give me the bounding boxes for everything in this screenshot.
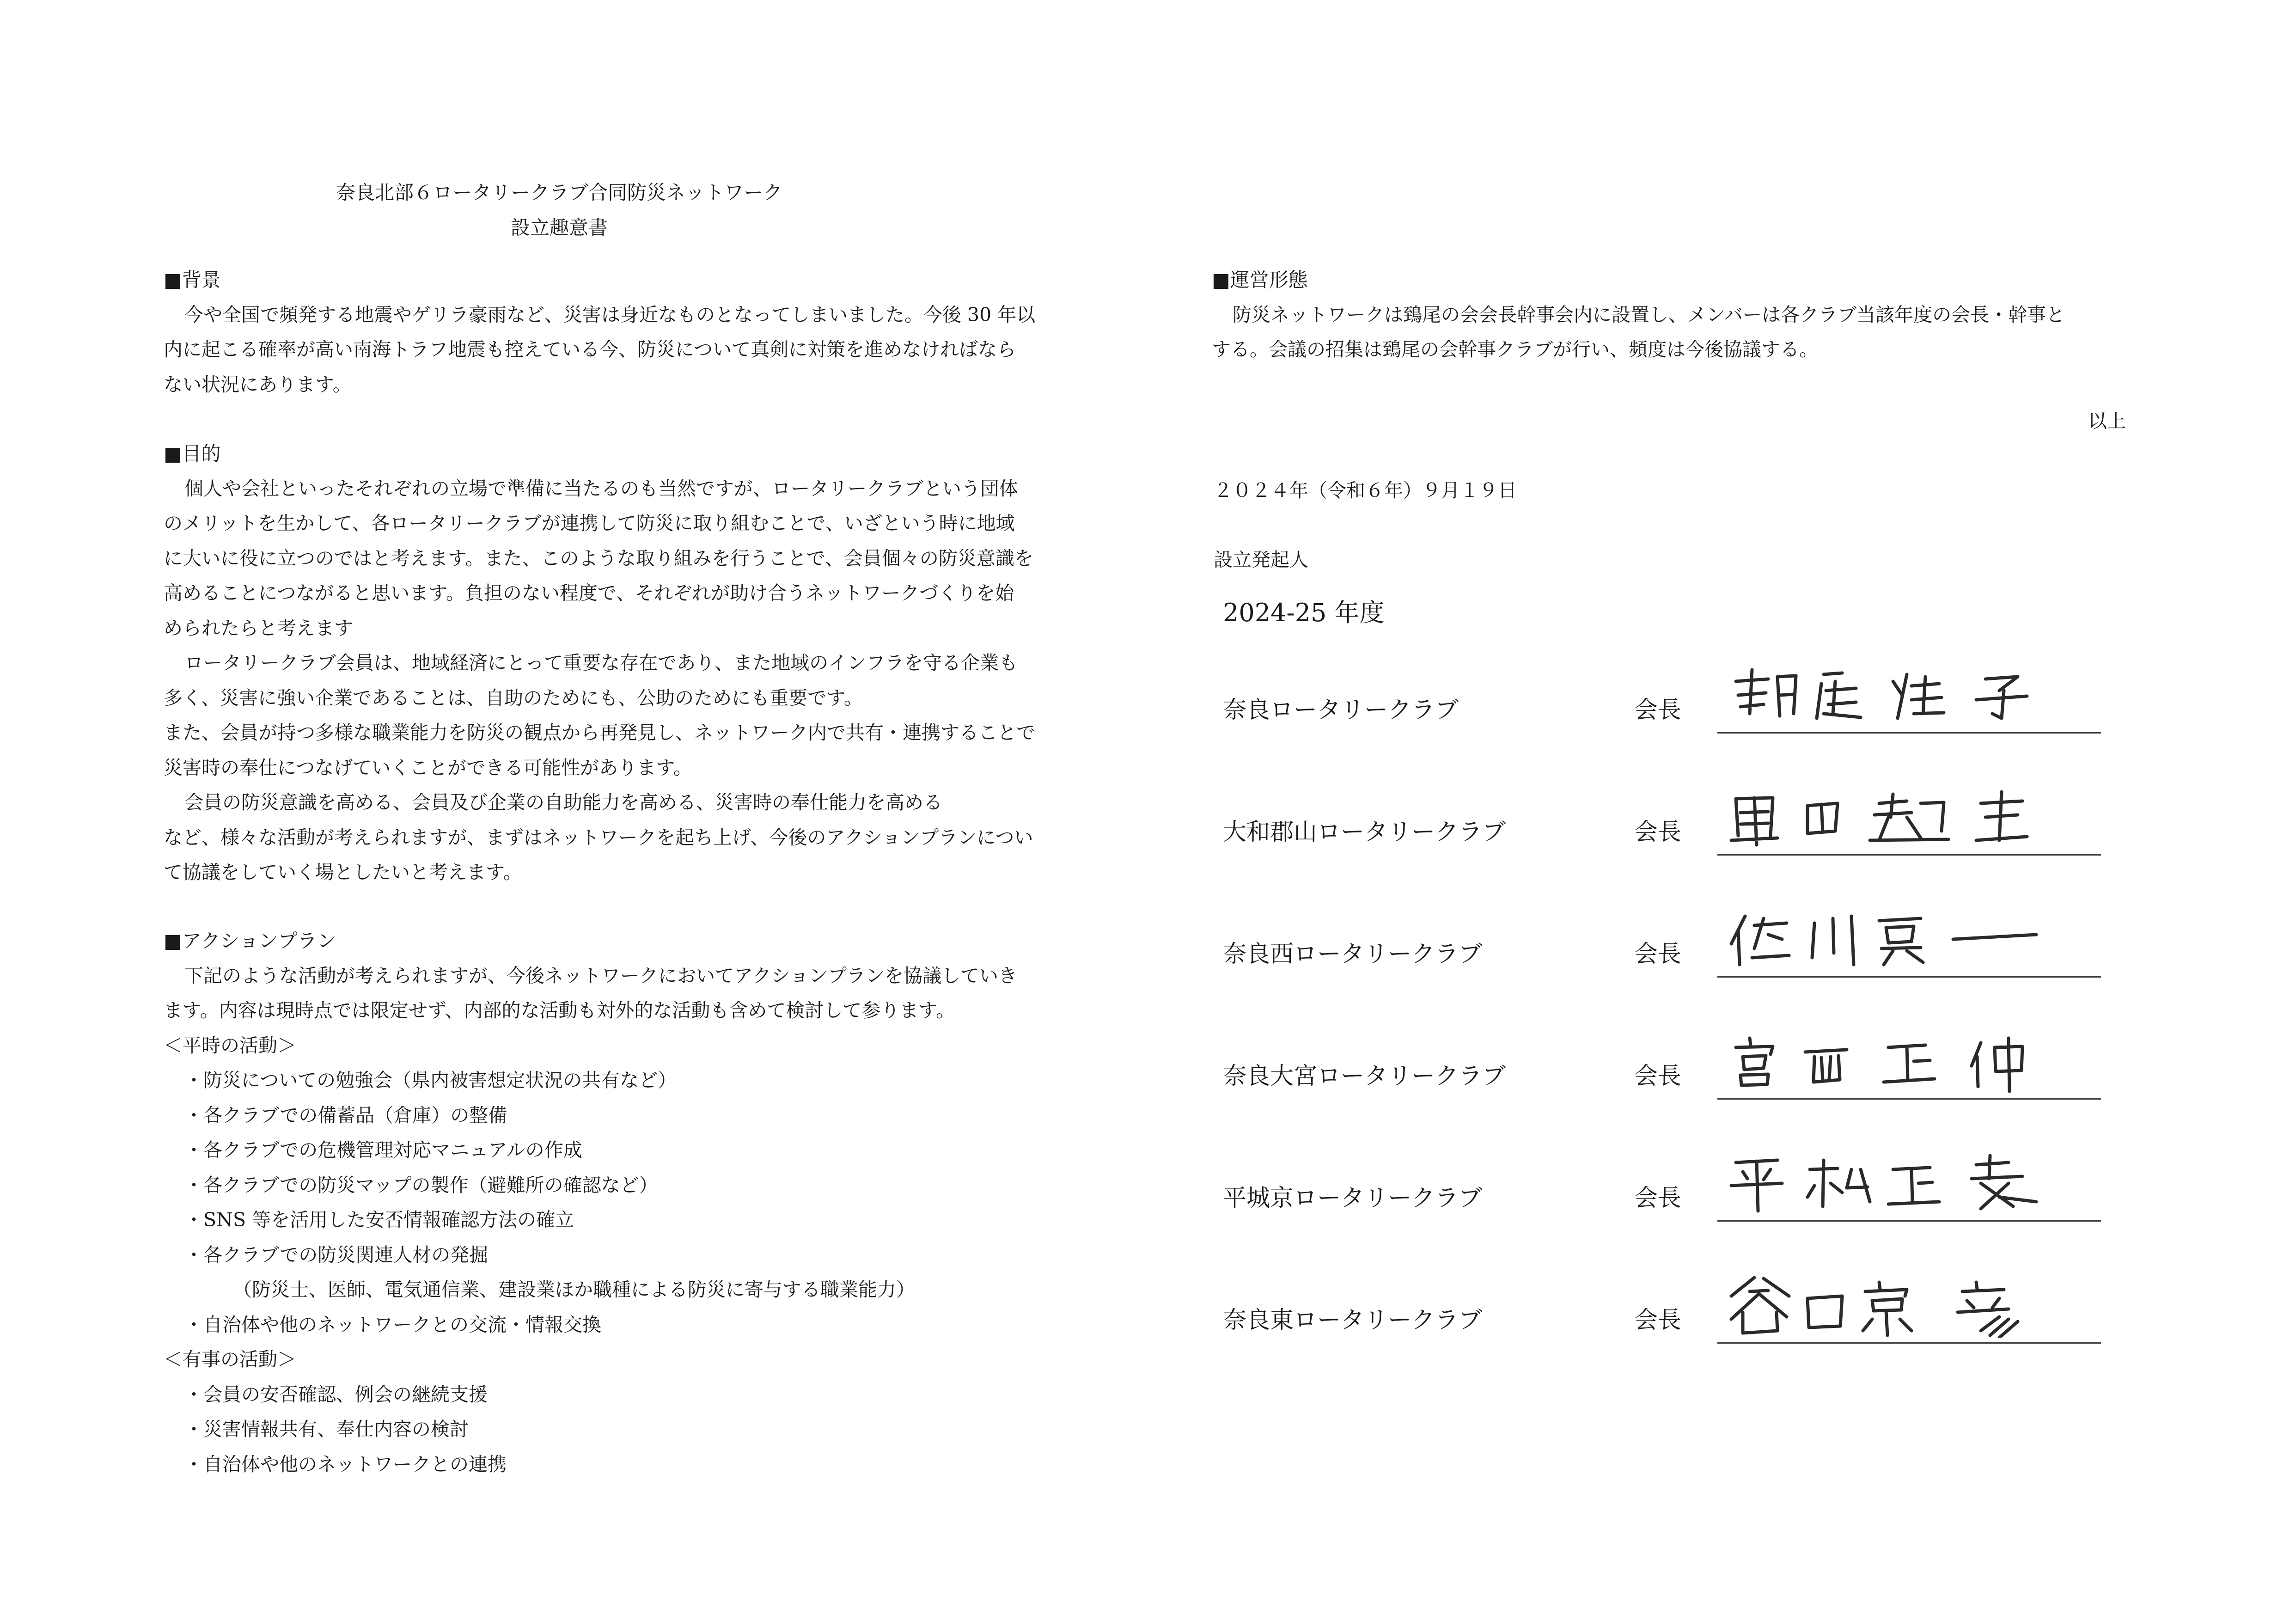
list-item: ・SNS 等を活用した安否情報確認方法の確立 (184, 1209, 574, 1231)
document-subtitle: 設立趣意書 (510, 216, 608, 239)
paragraph-line: 防災ネットワークは鵄尾の会会長幹事会内に設置し、メンバーは各クラブ当該年度の会長・幹事と (1233, 303, 2065, 326)
section-heading: ■背景 (164, 269, 221, 291)
paragraph-line: 会員の防災意識を高める、会員及び企業の自助能力を高める、災害時の奉仕能力を高める (184, 791, 942, 814)
club-name: 平城京ロータリークラブ (1223, 1185, 1483, 1212)
role-label: 会長 (1634, 941, 1682, 968)
section-heading: ■運営形態 (1212, 269, 1308, 291)
handwritten-signature (1704, 907, 2073, 972)
signatory-row (1223, 1301, 2101, 1370)
section-action-plan (164, 924, 1088, 1482)
signatory-row (1223, 1057, 2101, 1126)
signatory-row (1223, 691, 2101, 760)
paragraph-line: 内に起こる確率が高い南海トラフ地震も控えている今、防災について真剣に対策を進めなければなら (164, 338, 1016, 361)
document-title: 奈良北部６ロータリークラブ合同防災ネットワーク (336, 181, 782, 204)
section-heading: ■目的 (164, 442, 221, 465)
paragraph-line: に大いに役に立つのではと考えます。また、このような取り組みを行うことで、会員個々の防災意識を (164, 547, 1033, 569)
list-item: ・各クラブでの防災マップの製作（避難所の確認など） (184, 1174, 658, 1196)
list-item: ・各クラブでの危機管理対応マニュアルの作成 (184, 1139, 582, 1161)
role-label: 会長 (1634, 819, 1682, 846)
paragraph-line: ます。内容は現時点では限定せず、内部的な活動も対外的な活動も含めて検討して参ります。 (164, 999, 955, 1022)
signature-line (1717, 1098, 2101, 1100)
list-item: ・各クラブでの備蓄品（倉庫）の整備 (184, 1104, 507, 1126)
signature-line (1717, 1342, 2101, 1344)
date-text: ２０２４年（令和６年）９月１９日 (1214, 479, 1517, 502)
paragraph-line: 多く、災害に強い企業であることは、自助のためにも、公助のためにも重要です。 (164, 686, 863, 709)
subsection-heading: ＜有事の活動＞ (164, 1348, 296, 1370)
list-item: ・各クラブでの防災関連人材の発掘 (184, 1243, 489, 1266)
founders-label: 設立発起人 (1214, 549, 1308, 571)
handwritten-signature (1704, 785, 2073, 850)
paragraph-line: する。会議の招集は鵄尾の会幹事クラブが行い、頻度は今後協議する。 (1212, 338, 1818, 361)
list-item: ・防災についての勉強会（県内被害想定状況の共有など） (184, 1069, 677, 1091)
section-background (164, 263, 1088, 402)
signatory-row (1223, 813, 2101, 882)
signatory-row (1223, 935, 2101, 1004)
section-operation (1212, 263, 2182, 367)
handwritten-signature (1704, 1151, 2073, 1216)
fiscal-year: 2024-25 年度 (1223, 598, 1385, 627)
club-name: 奈良西ロータリークラブ (1223, 941, 1483, 968)
club-name: 奈良大宮ロータリークラブ (1223, 1063, 1506, 1090)
paragraph-line: ない状況にあります。 (164, 373, 352, 396)
section-purpose (164, 436, 1088, 890)
club-name: 奈良東ロータリークラブ (1223, 1307, 1483, 1334)
handwritten-signature (1704, 663, 2073, 728)
paragraph-line: ロータリークラブ会員は、地域経済にとって重要な存在であり、また地域のインフラを守る企業も (184, 652, 1018, 674)
closing-mark: 以上 (2088, 410, 2126, 432)
subsection-heading: ＜平時の活動＞ (164, 1034, 296, 1057)
paragraph-line: て協議をしていく場としたいと考えます。 (164, 861, 522, 883)
role-label: 会長 (1634, 1307, 1682, 1334)
section-heading: ■アクションプラン (164, 930, 336, 952)
paragraph-line: 高めることにつながると思います。負担のない程度で、それぞれが助け合うネットワークづくりを始 (164, 582, 1014, 604)
role-label: 会長 (1634, 1063, 1682, 1090)
role-label: 会長 (1634, 697, 1682, 724)
paragraph-line: められたらと考えます (164, 617, 353, 639)
signatory-row (1223, 1179, 2101, 1248)
handwritten-signature (1704, 1029, 2073, 1094)
paragraph-line: 個人や会社といったそれぞれの立場で準備に当たるのも当然ですが、ロータリークラブという団体 (184, 477, 1018, 500)
club-name: 大和郡山ロータリークラブ (1223, 819, 1506, 846)
role-label: 会長 (1634, 1185, 1682, 1212)
signature-line (1717, 1220, 2101, 1222)
paragraph-line: 下記のような活動が考えられますが、今後ネットワークにおいてアクションプランを協議していき (184, 964, 1017, 987)
signature-line (1717, 854, 2101, 856)
club-name: 奈良ロータリークラブ (1223, 697, 1459, 724)
list-item: ・災害情報共有、奉仕内容の検討 (184, 1418, 469, 1440)
list-item-note: （防災士、医師、電気通信業、建設業ほか職種による防災に寄与する職業能力） (233, 1278, 915, 1301)
list-item: ・会員の安否確認、例会の継続支援 (184, 1383, 488, 1406)
paragraph-line: また、会員が持つ多様な職業能力を防災の観点から再発見し、ネットワーク内で共有・連携することで (164, 722, 1035, 744)
handwritten-signature (1704, 1273, 2073, 1338)
paragraph-line: のメリットを生かして、各ロータリークラブが連携して防災に取り組むことで、いざという時に地域 (164, 512, 1015, 534)
paragraph-line: 今や全国で頻発する地震やゲリラ豪雨など、災害は身近なものとなってしまいました。今後 30 年以 (184, 303, 1036, 326)
list-item: ・自治体や他のネットワークとの交流・情報交換 (184, 1313, 601, 1336)
signature-line (1717, 976, 2101, 978)
paragraph-line: 災害時の奉仕につなげていくことができる可能性があります。 (164, 756, 692, 779)
paragraph-line: など、様々な活動が考えられますが、まずはネットワークを起ち上げ、今後のアクションプランについ (164, 826, 1033, 849)
signature-line (1717, 732, 2101, 734)
list-item: ・自治体や他のネットワークとの連携 (184, 1453, 507, 1475)
